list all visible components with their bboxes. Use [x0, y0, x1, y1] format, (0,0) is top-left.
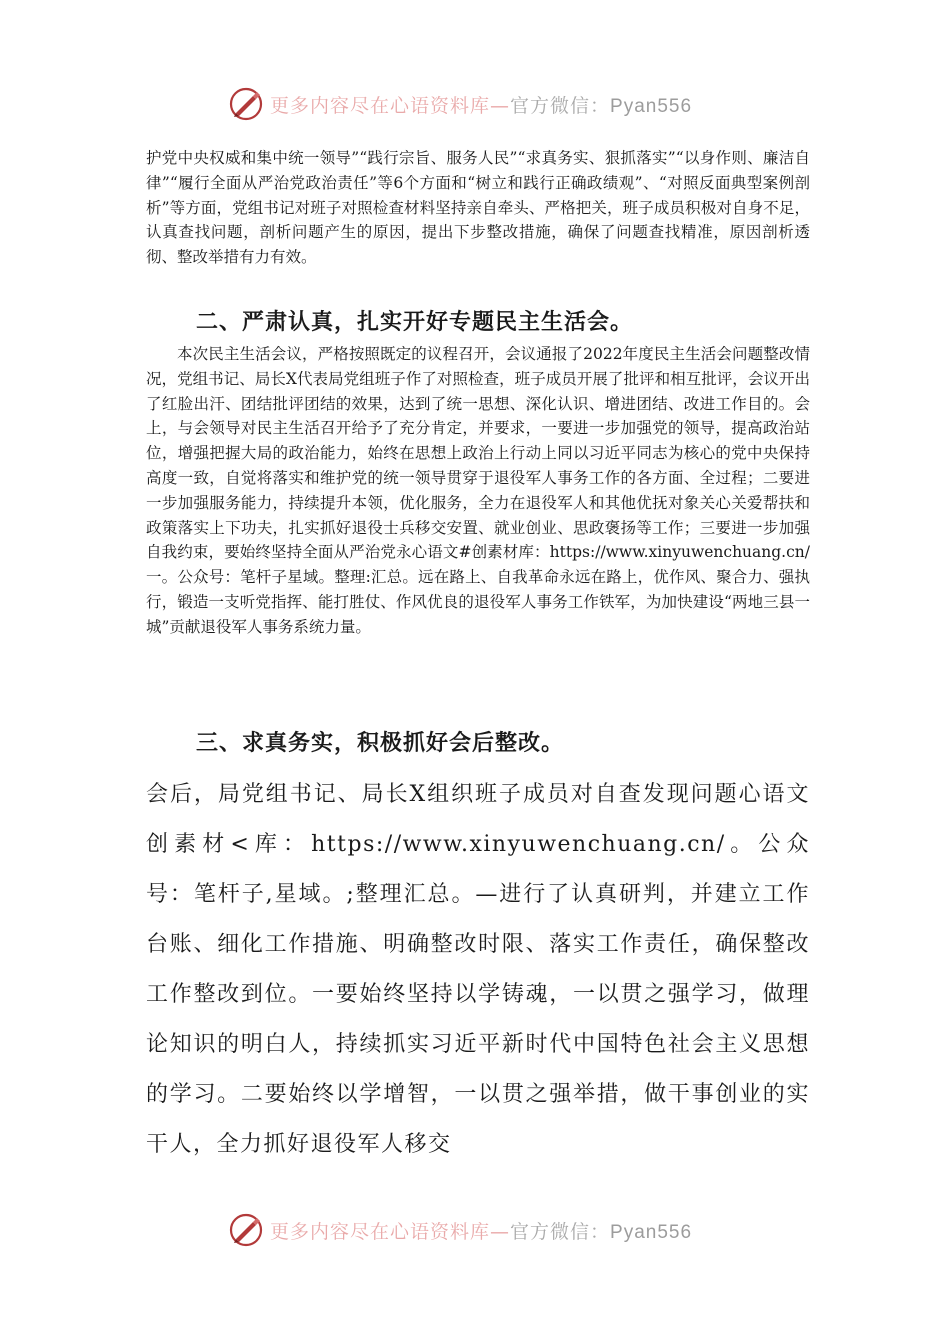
- heading-section-2: 二、严肃认真，扎实开好专题民主生活会。: [196, 309, 634, 335]
- paragraph-3: 会后，局党组书记、局长X组织班子成员对自查发现问题心语文创素材<库：https://www.xinyuwenchuang.cn/。公众号：笔杆子,星域。;整理汇总。—进行了认真研判，并建立工作台账、细化工作措施、明确整改时限、落实工作责任，确保整改工作整改到位。一要始终坚持以学铸魂，一以贯之强学习，做理论知识的明白人，持续抓实习近平新时代中国特色社会主义思想的学习。二要始终以学增智，一以贯之强举措，做干事创业的实干人，全力抓好退役军人移交: [146, 782, 810, 1157]
- watermark-main: 更多内容尽在心语资料库: [270, 1220, 491, 1243]
- paragraph-1: 护党中央权威和集中统一领导”“践行宗旨、服务人民”“求真务实、狠抓落实”“以身作则、廉洁自律”“履行全面从严治党政治责任”等6个方面和“树立和践行正确政绩观”、“对照反面典型案例剖析”等方面，党组书记对班子对照检查材料坚持亲自牵头、严格把关，班子成员积极对自身不足，认真查找问题，剖析问题产生的原因，提出下步整改措施，确保了问题查找精准，原因剖析透彻、整改举措有力有效。: [146, 149, 810, 267]
- watermark-id: Pyan556: [610, 1221, 693, 1243]
- watermark-dash: —: [490, 1220, 511, 1243]
- pen-logo-icon: [228, 1212, 264, 1248]
- watermark-text: [270, 1217, 692, 1244]
- watermark-text: [270, 91, 692, 118]
- paragraph-2: 本次民主生活会议，严格按照既定的议程召开，会议通报了2022年度民主生活会问题整改情况，党组书记、局长X代表局党组班子作了对照检查，班子成员开展了批评和相互批评，会议开出了红脸出汗、团结批评团结的效果，达到了统一思想、深化认识、增进团结、改进工作目的。会上，与会领导对民主生活召开给予了充分肯定，并要求，一要进一步加强党的领导，提高政治站位，增强把握大局的政治能力，始终在思想上政治上行动上同以习近平同志为核心的党中央保持高度一致，自觉将落实和维护党的统一领导贯穿于退役军人事务工作的各方面、全过程；二要进一步加强服务能力，持续提升本领，优化服务，全力在退役军人和其他优抚对象关心关爱帮扶和政策落实上下功夫，扎实抓好退役士兵移交安置、就业创业、思政褒扬等工作；三要进一步加强自我约束，要始终坚持全面从严治党永心语文#创素材库：https://www.xinyuwenchuang.cn/一。公众号：笔杆子星域。整理:汇总。远在路上、自我革命永远在路上，优作风、聚合力、强执行，锻造一支听党指挥、能打胜仗、作风优良的退役军人事务工作铁军，为加快建设“两地三县一城”贡献退役军人事务系统力量。: [146, 345, 810, 636]
- watermark-dash: —: [490, 94, 511, 117]
- watermark-main: 更多内容尽在心语资料库: [270, 94, 491, 117]
- watermark-id: Pyan556: [610, 95, 693, 117]
- watermark-footer: [228, 1210, 748, 1250]
- watermark-header: [228, 84, 748, 124]
- heading-section-3: 三、求真务实，积极抓好会后整改。: [196, 730, 565, 756]
- watermark-label: 官方微信：: [510, 1220, 611, 1243]
- pen-logo-icon: [228, 86, 264, 122]
- watermark-label: 官方微信：: [510, 94, 611, 117]
